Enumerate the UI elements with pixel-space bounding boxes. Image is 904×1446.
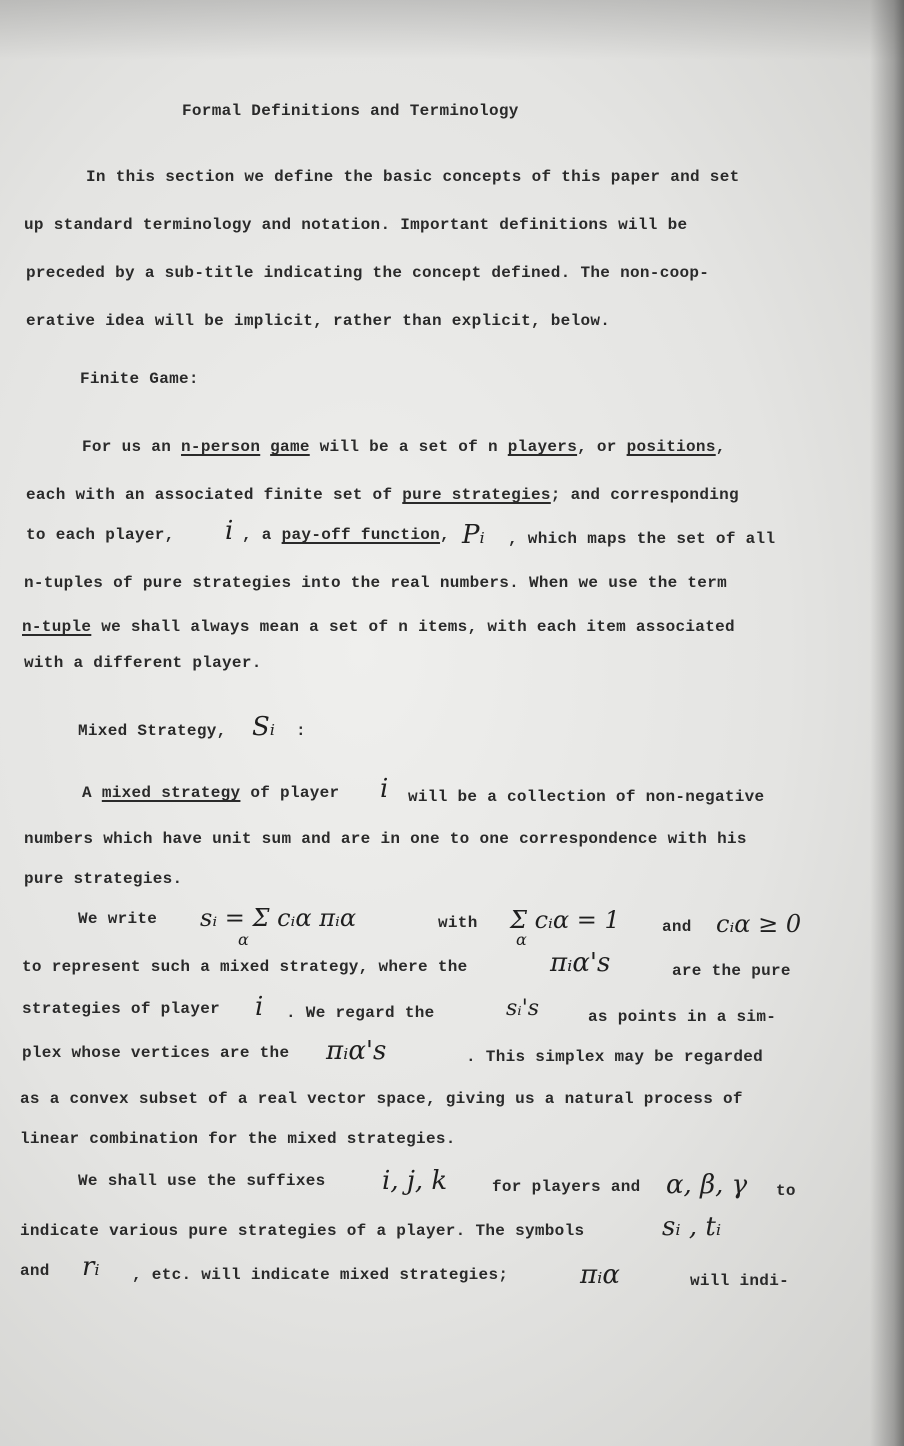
handwritten-r-i: rᵢ: [82, 1252, 100, 1282]
intro-line-4: erative idea will be implicit, rather than explicit, below.: [26, 312, 611, 330]
handwritten-P-i: Pᵢ: [462, 520, 485, 550]
term-n-tuple: n-tuple: [22, 618, 92, 636]
text: ,: [440, 526, 450, 544]
mixed-line-6-c: as points in a sim-: [588, 1008, 777, 1026]
handwritten-i: i: [225, 516, 234, 546]
finite-game-line-3-b: [242, 526, 450, 544]
intro-line-3: preceded by a sub-title indicating the concept defined. The non-coop-: [26, 264, 710, 282]
page-title: Formal Definitions and Terminology: [182, 102, 519, 120]
finite-game-line-3-a: to each player,: [26, 526, 175, 544]
handwritten-S-i: Sᵢ: [252, 712, 276, 742]
finite-game-line-4: n-tuples of pure strategies into the real numbers. When we use the term: [24, 574, 728, 592]
finite-game-line-5: [22, 618, 735, 636]
text: ,: [715, 438, 726, 456]
mixed-line-12-a: and: [20, 1262, 50, 1280]
mixed-line-4-c: and: [662, 918, 692, 936]
handwritten-eq-alpha: α: [238, 930, 249, 949]
handwritten-pi-ia-s: πᵢα's: [550, 948, 611, 978]
mixed-line-1-c: will be a collection of non-negative: [408, 788, 765, 806]
mixed-line-7-b: . This simplex may be regarded: [466, 1048, 764, 1066]
mixed-strategy-subtitle-colon: :: [296, 722, 306, 740]
term-mixed-strategy: mixed strategy: [101, 784, 241, 802]
handwritten-i: i: [255, 992, 264, 1022]
mixed-line-2: numbers which have unit sum and are in one to one correspondence with his: [24, 830, 747, 848]
handwritten-pi-ia: πᵢα: [580, 1260, 620, 1290]
mixed-line-3: pure strategies.: [24, 870, 183, 888]
scan-shadow-top: [0, 0, 904, 60]
mixed-line-10-b: for players and: [492, 1178, 641, 1196]
term-n-person: n-person: [181, 438, 261, 456]
handwritten-eq-alpha: α: [516, 930, 527, 949]
text: each with an associated finite set of: [26, 486, 403, 504]
mixed-line-10-c: to: [776, 1182, 796, 1200]
mixed-line-8: as a convex subset of a real vector space, giving us a natural process of: [20, 1090, 743, 1108]
mixed-line-10-a: We shall use the suffixes: [78, 1172, 326, 1190]
handwritten-pi-ia-s: πᵢα's: [326, 1036, 387, 1066]
handwritten-abg: α, β, γ: [666, 1170, 748, 1200]
handwritten-ijk: i, j, k: [382, 1166, 448, 1196]
mixed-line-9: linear combination for the mixed strategies.: [20, 1130, 456, 1148]
term-game: game: [270, 438, 310, 456]
finite-game-line-1: [82, 438, 726, 456]
term-pure-strategies: pure strategies: [402, 486, 551, 504]
term-players: players: [507, 438, 578, 456]
handwritten-s-i-s: sᵢ's: [506, 996, 540, 1021]
finite-game-line-6: with a different player.: [24, 654, 262, 672]
mixed-line-11-a: indicate various pure strategies of a player. The symbols: [20, 1222, 585, 1240]
text: For us an: [82, 438, 182, 456]
mixed-line-4-b: with: [438, 914, 478, 932]
handwritten-eq-sum: sᵢ = Σ cᵢα πᵢα: [200, 904, 357, 932]
text: , or: [577, 438, 627, 456]
text: we shall always mean a set of n items, with each item associated: [91, 618, 735, 636]
scan-shadow-right: [870, 0, 904, 1446]
text: ; and corresponding: [550, 486, 739, 504]
mixed-strategy-subtitle: Mixed Strategy,: [78, 722, 227, 740]
text: will be a set of n: [309, 438, 508, 456]
term-pay-off-function: pay-off function: [281, 526, 441, 544]
text: A: [82, 784, 102, 802]
handwritten-s-t: sᵢ , tᵢ: [662, 1212, 722, 1242]
mixed-line-7-a: plex whose vertices are the: [22, 1044, 290, 1062]
finite-game-subtitle: Finite Game:: [80, 370, 199, 388]
intro-line-1: In this section we define the basic concepts of this paper and set: [86, 168, 740, 186]
mixed-line-6-b: . We regard the: [286, 1004, 435, 1022]
handwritten-eq-unit: Σ cᵢα = 1: [510, 906, 620, 934]
handwritten-eq-nonneg: cᵢα ≥ 0: [716, 910, 802, 938]
text: [260, 438, 270, 456]
mixed-line-1-a: [82, 784, 339, 802]
mixed-line-4-a: We write: [78, 910, 158, 928]
mixed-line-5-a: to represent such a mixed strategy, where the: [22, 958, 468, 976]
mixed-line-5-b: are the pure: [672, 962, 791, 980]
finite-game-line-2: [26, 486, 739, 504]
handwritten-i: i: [380, 774, 389, 804]
text: of player: [240, 784, 340, 802]
mixed-line-12-c: will indi-: [690, 1272, 790, 1290]
text: , a: [242, 526, 282, 544]
term-positions: positions: [626, 438, 716, 456]
mixed-line-6-a: strategies of player: [22, 1000, 221, 1018]
intro-line-2: up standard terminology and notation. Important definitions will be: [24, 216, 688, 234]
mixed-line-12-b: , etc. will indicate mixed strategies;: [132, 1266, 509, 1284]
finite-game-line-3-d: , which maps the set of all: [508, 530, 776, 548]
